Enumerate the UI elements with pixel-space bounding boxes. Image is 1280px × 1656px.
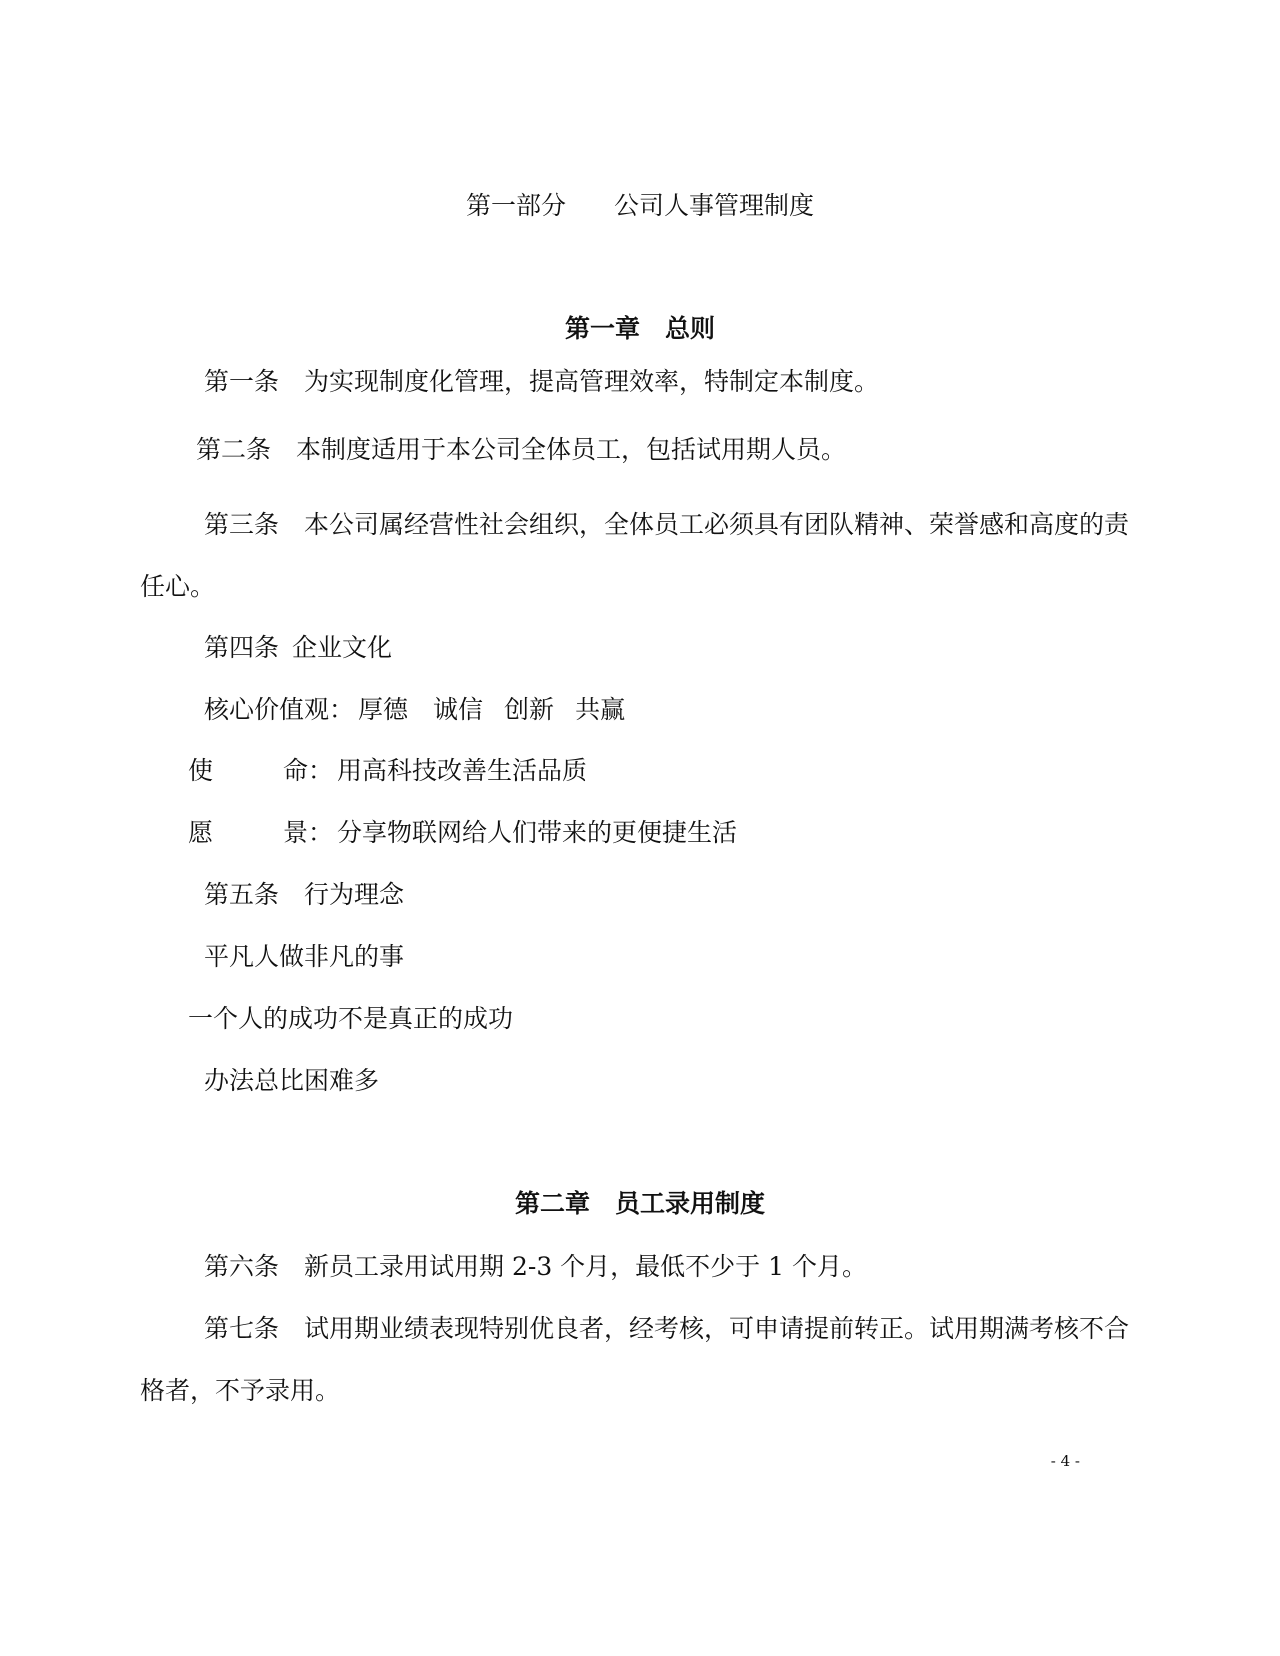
page-number: - 4 - <box>1050 1452 1080 1470</box>
part-number: 第一部分 <box>465 191 566 220</box>
article-5-text: 行为理念 <box>304 880 405 909</box>
article-5 <box>204 880 404 910</box>
chapter-1-name: 总则 <box>665 314 716 343</box>
chapter-2-heading <box>0 1189 1280 1219</box>
vision-text: 分享物联网给人们带来的更便捷生活 <box>337 818 738 847</box>
core-values-label: 核心价值观： <box>204 695 355 724</box>
article-6 <box>204 1252 867 1282</box>
belief-3: 办法总比困难多 <box>204 1066 380 1095</box>
core-value-item: 厚德 <box>358 695 409 724</box>
core-value-item: 共赢 <box>575 695 626 724</box>
mission <box>188 756 587 786</box>
chapter-1-number: 第一章 <box>564 314 640 343</box>
vision <box>188 818 737 848</box>
article-4-text: 企业文化 <box>292 633 393 662</box>
article-3-label: 第三条 <box>204 510 280 539</box>
article-6-text: 新员工录用试用期 2-3 个月，最低不少于 1 个月。 <box>304 1252 867 1281</box>
core-values <box>204 695 625 725</box>
article-3 <box>204 510 1129 540</box>
article-2 <box>196 435 846 465</box>
core-value-item: 创新 <box>504 695 555 724</box>
article-2-text: 本制度适用于本公司全体员工，包括试用期人员。 <box>296 435 847 464</box>
vision-label-1: 愿 <box>188 818 214 847</box>
article-2-label: 第二条 <box>196 435 272 464</box>
article-4 <box>204 633 392 663</box>
article-6-label: 第六条 <box>204 1252 280 1281</box>
chapter-1-heading <box>0 314 1280 344</box>
mission-text: 用高科技改善生活品质 <box>337 756 588 785</box>
article-5-label: 第五条 <box>204 880 280 909</box>
article-7 <box>204 1314 1129 1344</box>
part-title <box>0 191 1280 221</box>
part-name: 公司人事管理制度 <box>614 191 815 220</box>
article-7-continued: 格者，不予录用。 <box>140 1376 341 1405</box>
article-7-text: 试用期业绩表现特别优良者，经考核，可申请提前转正。试用期满考核不合 <box>304 1314 1130 1343</box>
belief-1: 平凡人做非凡的事 <box>204 942 405 971</box>
article-7-label: 第七条 <box>204 1314 280 1343</box>
vision-label-2: 景： <box>283 818 334 847</box>
article-1-text: 为实现制度化管理，提高管理效率，特制定本制度。 <box>304 367 880 396</box>
article-3-continued: 任心。 <box>140 572 216 601</box>
article-1 <box>204 367 879 397</box>
article-4-label: 第四条 <box>204 633 280 662</box>
chapter-2-name: 员工录用制度 <box>615 1189 766 1218</box>
mission-label-2: 命： <box>283 756 334 785</box>
mission-label-1: 使 <box>188 756 214 785</box>
article-1-label: 第一条 <box>204 367 280 396</box>
belief-2: 一个人的成功不是真正的成功 <box>188 1004 514 1033</box>
article-3-text: 本公司属经营性社会组织，全体员工必须具有团队精神、荣誉感和高度的责 <box>304 510 1130 539</box>
chapter-2-number: 第二章 <box>514 1189 590 1218</box>
core-value-item: 诚信 <box>433 695 484 724</box>
